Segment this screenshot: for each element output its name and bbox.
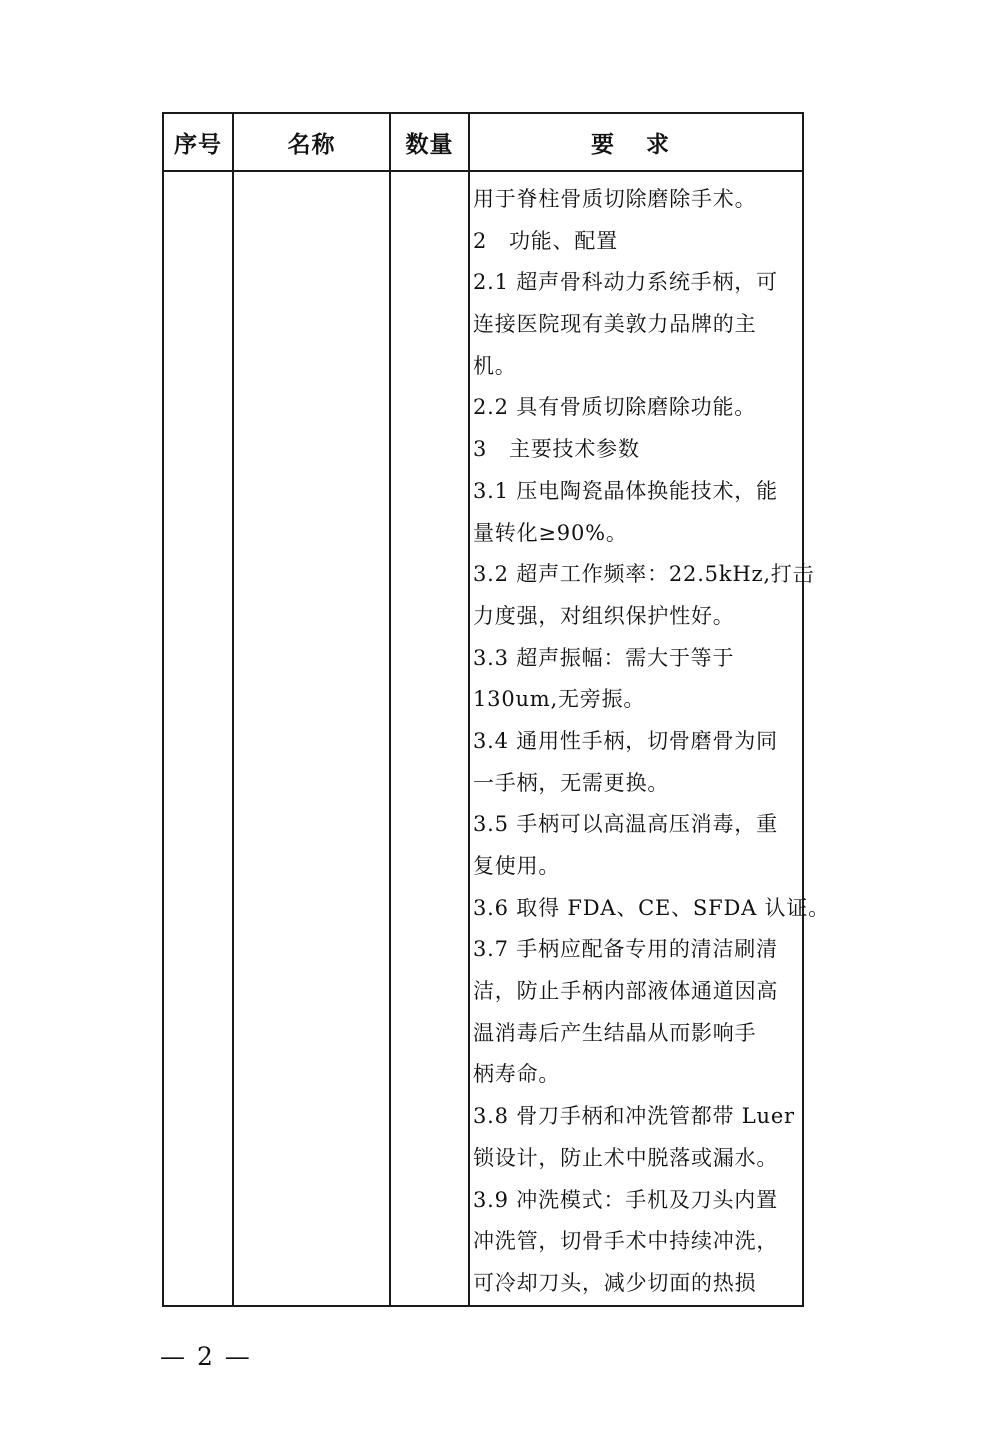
requirement-line: 力度强，对组织保护性好。 — [473, 603, 735, 628]
requirement-line: 3.2 超声工作频率：22.5kHz,打击 — [473, 562, 815, 587]
table-header-row — [163, 113, 803, 171]
requirement-line: 2.2 具有骨质切除磨除功能。 — [473, 395, 757, 420]
table-row — [163, 171, 803, 1306]
cell-name — [233, 171, 390, 1306]
requirement-line: 洁，防止手柄内部液体通道因高 — [473, 979, 779, 1004]
requirement-line: 3.3 超声振幅：需大于等于 — [473, 645, 735, 670]
requirement-line: 3.9 冲洗模式：手机及刀头内置 — [473, 1187, 778, 1212]
requirement-line: 3.8 骨刀手柄和冲洗管都带 Luer — [473, 1104, 795, 1129]
requirement-line: 机。 — [473, 353, 517, 378]
requirement-line: 2 功能、配置 — [473, 228, 618, 253]
header-name: 名称 — [233, 113, 390, 171]
requirement-line: 复使用。 — [473, 854, 561, 878]
requirement-line: 2.1 超声骨科动力系统手柄，可 — [473, 270, 778, 295]
requirements-text — [470, 172, 830, 1305]
requirement-line: 3.1 压电陶瓷晶体换能技术，能 — [473, 478, 778, 503]
requirement-line: 温消毒后产生结晶从而影响手 — [473, 1020, 757, 1045]
page-number: — 2 — — [160, 1342, 252, 1371]
header-quantity: 数量 — [390, 113, 469, 171]
requirement-line: 用于脊柱骨质切除磨除手术。 — [473, 187, 757, 211]
header-requirements: 要 求 — [469, 113, 803, 171]
requirements-table — [162, 112, 830, 1307]
requirement-line: 冲洗管，切骨手术中持续冲洗， — [473, 1229, 779, 1254]
cell-quantity — [390, 171, 469, 1306]
requirement-line: 可冷却刀头，减少切面的热损 — [473, 1270, 757, 1295]
cell-requirements — [469, 171, 830, 1306]
requirement-line: 一手柄，无需更换。 — [473, 770, 670, 795]
requirement-line: 锁设计，防止术中脱落或漏水。 — [473, 1145, 779, 1170]
requirement-line: 3.5 手柄可以高温高压消毒，重 — [473, 812, 778, 837]
requirement-line: 柄寿命。 — [473, 1062, 561, 1087]
header-seq: 序号 — [163, 113, 233, 171]
requirement-line: 130um,无旁振。 — [473, 687, 646, 712]
requirement-line: 连接医院现有美敦力品牌的主 — [473, 312, 757, 337]
requirement-line: 3 主要技术参数 — [473, 437, 640, 462]
cell-seq — [163, 171, 233, 1306]
requirement-line: 3.6 取得 FDA、CE、SFDA 认证。 — [473, 895, 830, 920]
requirement-line: 3.7 手柄应配备专用的清洁刷清 — [473, 937, 778, 962]
requirement-line: 3.4 通用性手柄，切骨磨骨为同 — [473, 728, 778, 753]
requirement-line: 量转化≥90%。 — [473, 520, 628, 545]
